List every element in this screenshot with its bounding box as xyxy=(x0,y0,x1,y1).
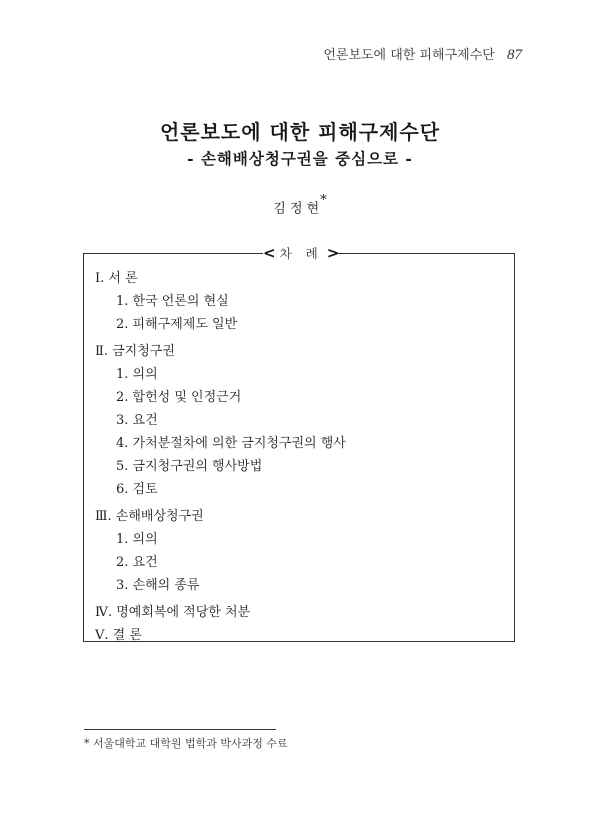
toc-item: 5. 금지청구권의 행사방법 xyxy=(116,459,263,474)
left-angle-icon: < xyxy=(263,244,276,262)
toc-item: 2. 합헌성 및 인정근거 xyxy=(116,390,242,405)
toc-label: 차 례 xyxy=(279,246,323,261)
toc-item: 2. 피해구제제도 일반 xyxy=(116,317,238,332)
toc-header xyxy=(263,242,340,264)
toc-item: 2. 요건 xyxy=(116,555,158,570)
toc-item: 1. 한국 언론의 현실 xyxy=(116,294,229,309)
running-head-title: 언론보도에 대한 피해구제수단 xyxy=(323,48,495,63)
toc-item: 1. 의의 xyxy=(116,367,158,382)
toc-item: 1. 의의 xyxy=(116,532,158,547)
author-name: 김 정 현 xyxy=(273,201,320,217)
page-number: 87 xyxy=(507,47,522,63)
toc-item: 4. 가처분절차에 의한 금지청구권의 행사 xyxy=(116,436,346,451)
author-footnote-mark: * xyxy=(320,193,327,208)
paper-title: 언론보도에 대한 피해구제수단 xyxy=(159,120,441,144)
toc-section-4: Ⅳ. 명예회복에 적당한 처분 xyxy=(95,605,251,620)
running-head xyxy=(323,44,522,64)
toc-section-1: Ⅰ. 서 론 xyxy=(95,271,138,286)
toc-section-2: Ⅱ. 금지청구권 xyxy=(95,344,175,359)
paper-subtitle: - 손해배상청구권을 중심으로 - xyxy=(187,149,413,168)
toc-item: 3. 요건 xyxy=(116,413,158,428)
right-angle-icon: > xyxy=(326,244,340,262)
footnote: * 서울대학교 대학원 법학과 박사과정 수료 xyxy=(84,737,288,750)
toc-section-3: Ⅲ. 손해배상청구권 xyxy=(95,509,204,524)
toc-item: 3. 손해의 종류 xyxy=(116,578,200,593)
author-line xyxy=(0,193,600,217)
footnote-divider xyxy=(84,729,276,730)
toc-section-5: Ⅴ. 결 론 xyxy=(95,628,142,643)
toc-item: 6. 검토 xyxy=(116,482,158,497)
